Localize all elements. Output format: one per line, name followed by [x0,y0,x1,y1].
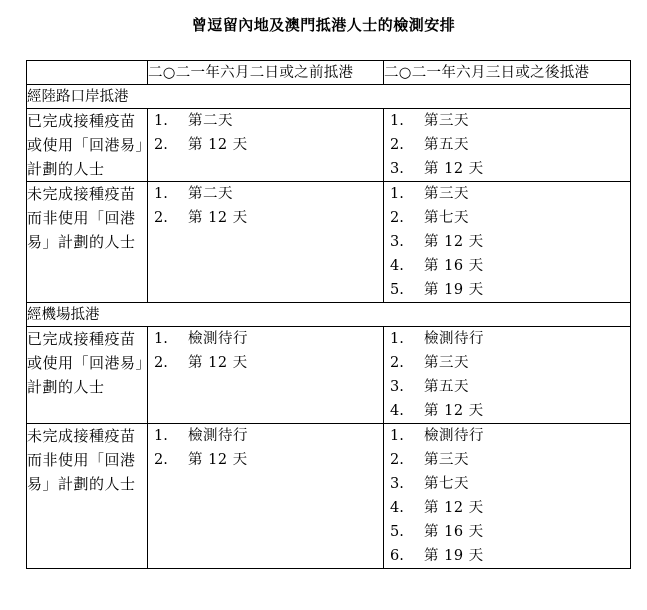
list-item [384,399,630,423]
column-header-row [27,61,631,85]
list-item-text: 第五天 [424,379,469,395]
list-item [148,351,383,375]
list-item-text: 第 12 天 [424,403,484,419]
schedule-cell-after [384,327,631,424]
list-item-number: 2. [390,452,404,468]
list-item-text: 第三天 [424,186,469,202]
schedule-list [148,327,383,375]
list-item [384,182,630,206]
blank-header-cell [27,61,148,85]
column-header-after: 二○二一年六月三日或之後抵港 [384,61,631,85]
list-item [384,109,630,133]
schedule-cell-before [148,424,384,569]
schedule-list [384,109,630,181]
row-description: 已完成接種疫苗或使用「回港易」計劃的人士 [27,327,148,424]
schedule-cell-before [148,109,384,182]
list-item-number: 3. [390,161,404,177]
list-item [148,424,383,448]
list-item-text: 檢測待行 [188,428,248,444]
row-description: 未完成接種疫苗而非使用「回港易」計劃的人士 [27,182,148,303]
list-item-text: 檢測待行 [424,428,484,444]
list-item-text: 第 12 天 [188,355,248,371]
list-item-number: 4. [390,500,404,516]
list-item-text: 第五天 [424,137,469,153]
list-item-number: 2. [154,452,168,468]
schedule-cell-after [384,424,631,569]
schedule-list [148,182,383,230]
list-item-text: 檢測待行 [188,331,248,347]
list-item [384,448,630,472]
testing-arrangement-table [26,60,631,569]
section-header-row [27,85,631,109]
list-item [148,206,383,230]
table-row [27,424,631,569]
list-item-text: 第 19 天 [424,548,484,564]
section-heading: 經陸路口岸抵港 [27,85,631,109]
list-item-number: 3. [390,476,404,492]
list-item [384,496,630,520]
table-row [27,109,631,182]
list-item-number: 2. [390,137,404,153]
document-title: 曾逗留內地及澳門抵港人士的檢測安排 [191,16,456,34]
list-item-text: 第二天 [188,186,233,202]
list-item-text: 第 12 天 [424,234,484,250]
list-item-number: 1. [390,113,404,129]
list-item-number: 1. [390,186,404,202]
list-item [148,448,383,472]
schedule-list [384,182,630,302]
schedule-list [384,327,630,423]
table-row [27,327,631,424]
list-item [384,472,630,496]
list-item [148,182,383,206]
table-body [27,85,631,569]
schedule-cell-before [148,182,384,303]
list-item [384,544,630,568]
schedule-list [384,424,630,568]
schedule-list [148,109,383,157]
list-item-number: 1. [390,331,404,347]
list-item-text: 第三天 [424,355,469,371]
list-item-number: 3. [390,379,404,395]
section-heading: 經機場抵港 [27,303,631,327]
list-item-text: 第 16 天 [424,258,484,274]
list-item-text: 第 19 天 [424,282,484,298]
list-item-text: 第七天 [424,476,469,492]
list-item-number: 1. [154,113,168,129]
list-item [384,278,630,302]
row-description: 已完成接種疫苗或使用「回港易」計劃的人士 [27,109,148,182]
list-item-number: 2. [154,355,168,371]
list-item [384,351,630,375]
list-item-text: 第 16 天 [424,524,484,540]
list-item [384,254,630,278]
list-item-text: 第 12 天 [188,210,248,226]
list-item [384,206,630,230]
list-item-text: 第 12 天 [424,161,484,177]
table-row [27,182,631,303]
schedule-list [148,424,383,472]
list-item-number: 1. [390,428,404,444]
schedule-cell-after [384,182,631,303]
schedule-cell-before [148,327,384,424]
list-item-text: 第 12 天 [188,452,248,468]
list-item-text: 第 12 天 [188,137,248,153]
list-item [384,157,630,181]
schedule-cell-after [384,109,631,182]
list-item-text: 第三天 [424,113,469,129]
list-item-number: 5. [390,282,404,298]
list-item-number: 4. [390,258,404,274]
list-item-text: 第三天 [424,452,469,468]
list-item-number: 2. [154,210,168,226]
list-item [148,133,383,157]
column-header-before: 二○二一年六月二日或之前抵港 [148,61,384,85]
list-item [148,327,383,351]
list-item-number: 1. [154,331,168,347]
list-item [384,520,630,544]
row-description: 未完成接種疫苗而非使用「回港易」計劃的人士 [27,424,148,569]
list-item [384,327,630,351]
list-item-number: 6. [390,548,404,564]
list-item-number: 2. [390,355,404,371]
list-item-number: 3. [390,234,404,250]
list-item [384,375,630,399]
list-item [148,109,383,133]
list-item-text: 第二天 [188,113,233,129]
list-item-number: 1. [154,428,168,444]
list-item-text: 第七天 [424,210,469,226]
list-item [384,230,630,254]
list-item-number: 4. [390,403,404,419]
list-item-number: 2. [390,210,404,226]
list-item-text: 檢測待行 [424,331,484,347]
list-item-number: 2. [154,137,168,153]
list-item [384,133,630,157]
list-item-number: 5. [390,524,404,540]
list-item [384,424,630,448]
list-item-text: 第 12 天 [424,500,484,516]
list-item-number: 1. [154,186,168,202]
section-header-row [27,303,631,327]
